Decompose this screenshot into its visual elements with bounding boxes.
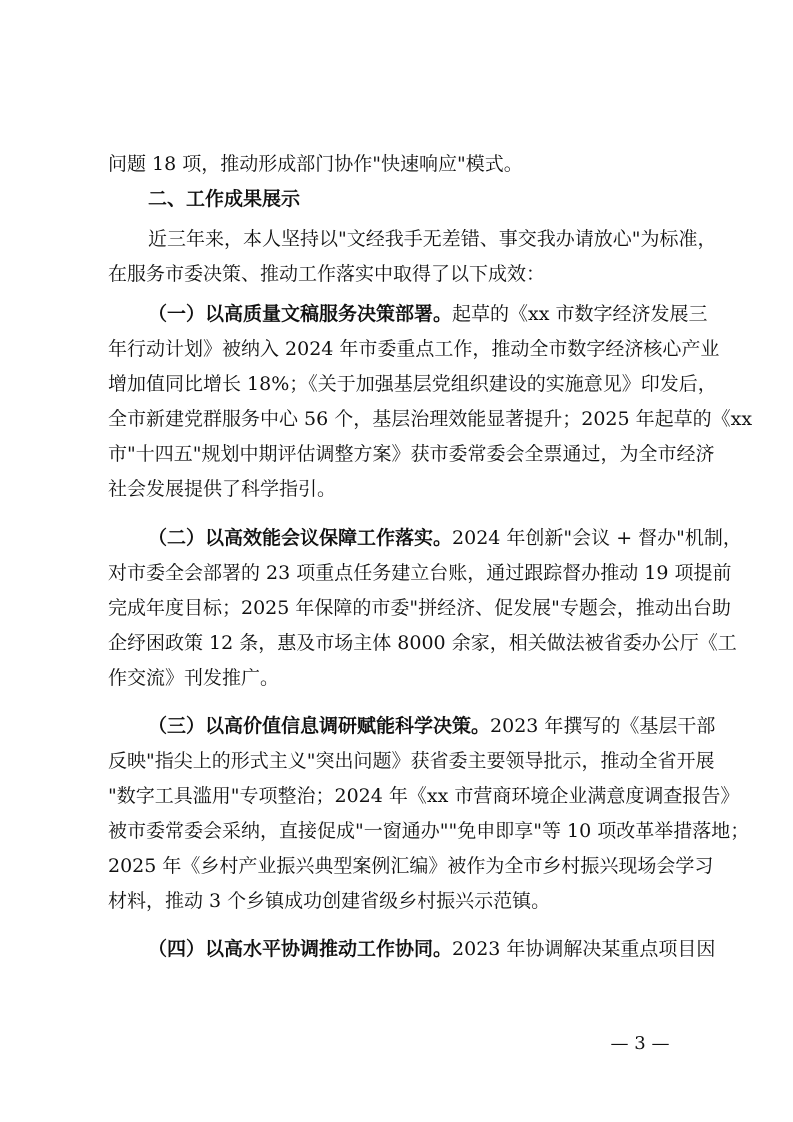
- subsection-heading: （三）以高价值信息调研赋能科学决策。: [148, 715, 491, 737]
- subsection-heading: （四）以高水平协调推动工作协同。: [148, 938, 453, 960]
- section-heading: 二、工作成果展示: [148, 188, 301, 210]
- body-text-line: "数字工具滥用"专项整治；2024 年《xx 市营商环境企业满意度调查报告》: [108, 785, 740, 807]
- body-text-line: 近三年来，本人坚持以"文经我手无差错、事交我办请放心"为标准，: [148, 228, 717, 250]
- body-text-line: 全市新建党群服务中心 56 个，基层治理效能显著提升；2025 年起草的《xx: [108, 408, 753, 430]
- body-text-line: 2025 年《乡村产业振兴典型案例汇编》被作为全市乡村振兴现场会学习: [108, 855, 714, 877]
- body-text-run: 2023 年协调解决某重点项目因: [452, 938, 716, 960]
- body-text-line: 问题 18 项，推动形成部门协作"快速响应"模式。: [108, 153, 523, 175]
- body-text-line: 对市委全会部署的 23 项重点任务建立台账，通过跟踪督办推动 19 项提前: [108, 562, 732, 584]
- body-text-run: 起草的《xx 市数字经济发展三: [452, 303, 708, 325]
- body-text-run: 2023 年撰写的《基层干部: [490, 715, 716, 737]
- subsection-heading: （一）以高质量文稿服务决策部署。: [148, 303, 453, 325]
- body-text-line: 年行动计划》被纳入 2024 年市委重点工作，推动全市数字经济核心产业: [108, 338, 720, 360]
- paragraph-line: [148, 522, 742, 555]
- body-text-line: 增加值同比增长 18%；《关于加强基层党组织建设的实施意见》印发后，: [108, 373, 717, 395]
- body-text-line: 市"十四五"规划中期评估调整方案》获市委常委会全票通过，为全市经济: [108, 443, 715, 465]
- body-text-line: 完成年度目标；2025 年保障的市委"拼经济、促发展"专题会，推动出台助: [108, 597, 731, 619]
- body-text-line: 材料，推动 3 个乡镇成功创建省级乡村振兴示范镇。: [108, 890, 551, 912]
- body-text-run: 2024 年创新"会议 + 督办"机制，: [452, 527, 742, 549]
- paragraph-line: [148, 933, 716, 966]
- paragraph-line: [148, 710, 716, 743]
- body-text-line: 企纾困政策 12 条，惠及市场主体 8000 余家，相关做法被省委办公厅《工: [108, 632, 737, 654]
- subsection-heading: （二）以高效能会议保障工作落实。: [148, 527, 453, 549]
- body-text-line: 社会发展提供了科学指引。: [108, 478, 337, 500]
- body-text-line: 在服务市委决策、推动工作落实中取得了以下成效：: [108, 263, 546, 285]
- paragraph-line: [148, 298, 708, 331]
- body-text-line: 被市委常委会采纳，直接促成"一窗通办""免申即享"等 10 项改革举措落地；: [108, 820, 750, 842]
- body-text-line: 反映"指尖上的形式主义"突出问题》获省委主要领导批示，推动全省开展: [108, 750, 715, 772]
- page-number: — 3 —: [610, 1033, 670, 1054]
- body-text-line: 作交流》刊发推广。: [108, 667, 280, 689]
